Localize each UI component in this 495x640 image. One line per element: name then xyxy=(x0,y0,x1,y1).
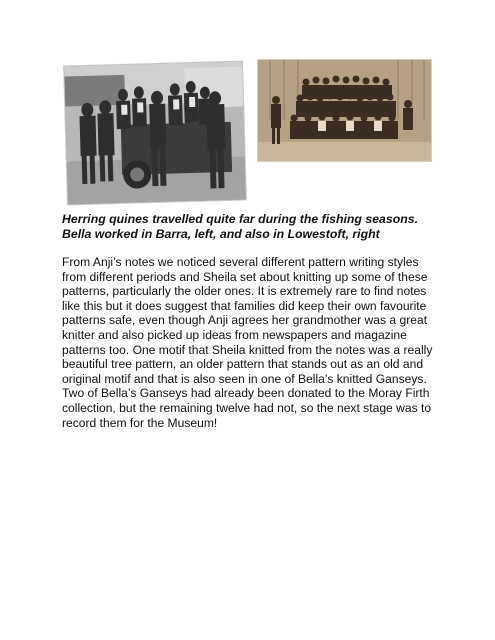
caption-line-1: Herring quines travelled quite far during the fishing seasons. xyxy=(62,212,418,226)
photo-lowestoft-group xyxy=(258,60,431,161)
photo-caption xyxy=(62,212,442,242)
caption-line-2: Bella worked in Barra, left, and also in Lowestoft, right xyxy=(62,227,380,241)
article-body xyxy=(62,255,444,430)
photo-barra-group xyxy=(64,62,246,205)
body-paragraph-2: Two of Bella’s Ganseys had already been donated to the Moray Firth collection, but the remaining twelve had not, so the next stage was to record them for the Museum! xyxy=(62,386,432,430)
body-paragraph-1: From Anji’s notes we noticed several different pattern writing styles from different periods and Sheila set about knitting up some of these patterns, particularly the older ones. It is extremely rare to find notes like this but it does suggest that families did keep their own favourite patterns safe, even though Anji agrees her grandmother was a great knitter and also picked up ideas from newspapers and magazine patterns too. One motif that Sheila knitted from the notes was a really beautiful tree pattern, an older pattern that stands out as an old and original motif and that is also seen in one of Bella’s knitted Ganseys. xyxy=(62,255,433,386)
